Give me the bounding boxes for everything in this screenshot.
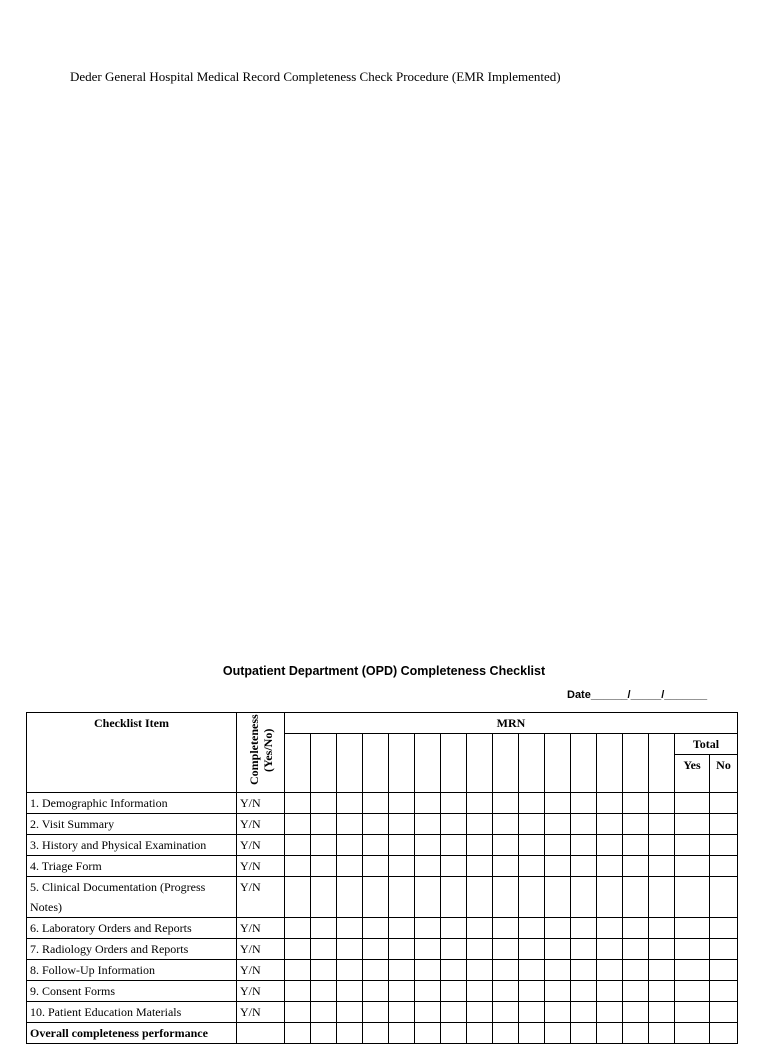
mrn-entry-cell[interactable] xyxy=(597,793,623,814)
overall-cell[interactable] xyxy=(597,1023,623,1044)
mrn-entry-cell[interactable] xyxy=(649,1002,675,1023)
mrn-entry-cell[interactable] xyxy=(519,1002,545,1023)
mrn-entry-cell[interactable] xyxy=(441,814,467,835)
mrn-entry-cell[interactable] xyxy=(649,918,675,939)
mrn-entry-cell[interactable] xyxy=(415,981,441,1002)
checklist-item-label: 4. Triage Form xyxy=(27,856,237,877)
total-yes-cell[interactable] xyxy=(675,793,710,814)
mrn-column-header[interactable] xyxy=(649,734,675,793)
completeness-value: Y/N xyxy=(237,877,285,918)
mrn-column-header[interactable] xyxy=(467,734,493,793)
mrn-entry-cell[interactable] xyxy=(389,939,415,960)
overall-cell[interactable] xyxy=(623,1023,649,1044)
mrn-entry-cell[interactable] xyxy=(623,835,649,856)
completeness-value: Y/N xyxy=(237,856,285,877)
mrn-entry-cell[interactable] xyxy=(571,877,597,918)
total-yes-cell[interactable] xyxy=(675,1002,710,1023)
mrn-entry-cell[interactable] xyxy=(415,835,441,856)
mrn-entry-cell[interactable] xyxy=(363,793,389,814)
header-checklist-item: Checklist Item xyxy=(27,713,237,793)
mrn-entry-cell[interactable] xyxy=(493,1002,519,1023)
mrn-entry-cell[interactable] xyxy=(389,1002,415,1023)
mrn-entry-cell[interactable] xyxy=(623,939,649,960)
mrn-entry-cell[interactable] xyxy=(311,1002,337,1023)
completeness-value: Y/N xyxy=(237,918,285,939)
mrn-entry-cell[interactable] xyxy=(571,981,597,1002)
mrn-entry-cell[interactable] xyxy=(363,918,389,939)
mrn-entry-cell[interactable] xyxy=(571,939,597,960)
mrn-entry-cell[interactable] xyxy=(389,981,415,1002)
mrn-column-header[interactable] xyxy=(337,734,363,793)
mrn-entry-cell[interactable] xyxy=(337,835,363,856)
mrn-entry-cell[interactable] xyxy=(649,814,675,835)
overall-cell[interactable] xyxy=(389,1023,415,1044)
total-no-cell[interactable] xyxy=(710,814,738,835)
mrn-entry-cell[interactable] xyxy=(389,877,415,918)
date-field: Date______/_____/_______ xyxy=(567,689,708,701)
table-row xyxy=(27,1002,738,1023)
mrn-entry-cell[interactable] xyxy=(337,939,363,960)
mrn-column-header[interactable] xyxy=(493,734,519,793)
mrn-entry-cell[interactable] xyxy=(467,939,493,960)
mrn-entry-cell[interactable] xyxy=(519,856,545,877)
total-no-cell[interactable] xyxy=(710,835,738,856)
mrn-entry-cell[interactable] xyxy=(363,1002,389,1023)
mrn-entry-cell[interactable] xyxy=(363,877,389,918)
mrn-entry-cell[interactable] xyxy=(415,856,441,877)
mrn-entry-cell[interactable] xyxy=(285,960,311,981)
mrn-entry-cell[interactable] xyxy=(545,960,571,981)
checklist-item-label: 6. Laboratory Orders and Reports xyxy=(27,918,237,939)
total-no-cell[interactable] xyxy=(710,877,738,918)
overall-cell[interactable] xyxy=(311,1023,337,1044)
mrn-entry-cell[interactable] xyxy=(649,960,675,981)
mrn-entry-cell[interactable] xyxy=(571,1002,597,1023)
mrn-entry-cell[interactable] xyxy=(467,793,493,814)
table-row xyxy=(27,877,738,918)
mrn-entry-cell[interactable] xyxy=(285,835,311,856)
mrn-entry-cell[interactable] xyxy=(337,918,363,939)
completeness-value: Y/N xyxy=(237,960,285,981)
total-yes-cell[interactable] xyxy=(675,877,710,918)
header-completeness xyxy=(237,713,285,793)
total-yes-cell[interactable] xyxy=(675,981,710,1002)
mrn-entry-cell[interactable] xyxy=(545,835,571,856)
mrn-entry-cell[interactable] xyxy=(337,877,363,918)
mrn-entry-cell[interactable] xyxy=(597,1002,623,1023)
mrn-column-header[interactable] xyxy=(571,734,597,793)
checklist-item-label: 10. Patient Education Materials xyxy=(27,1002,237,1023)
total-no-cell[interactable] xyxy=(710,939,738,960)
mrn-entry-cell[interactable] xyxy=(519,835,545,856)
completeness-table xyxy=(26,712,738,1044)
mrn-entry-cell[interactable] xyxy=(545,814,571,835)
mrn-entry-cell[interactable] xyxy=(597,960,623,981)
total-no-cell[interactable] xyxy=(710,856,738,877)
overall-cell[interactable] xyxy=(467,1023,493,1044)
mrn-entry-cell[interactable] xyxy=(493,918,519,939)
mrn-entry-cell[interactable] xyxy=(363,939,389,960)
table-row xyxy=(27,793,738,814)
mrn-entry-cell[interactable] xyxy=(649,877,675,918)
header-total: Total xyxy=(675,734,738,755)
document-header: Deder General Hospital Medical Record Completeness Check Procedure (EMR Implemented) xyxy=(70,69,561,84)
mrn-entry-cell[interactable] xyxy=(623,1002,649,1023)
overall-cell[interactable] xyxy=(237,1023,285,1044)
mrn-entry-cell[interactable] xyxy=(623,981,649,1002)
mrn-entry-cell[interactable] xyxy=(597,918,623,939)
completeness-value: Y/N xyxy=(237,1002,285,1023)
mrn-entry-cell[interactable] xyxy=(415,939,441,960)
overall-cell[interactable] xyxy=(519,1023,545,1044)
checklist-item-label: 1. Demographic Information xyxy=(27,793,237,814)
mrn-column-header[interactable] xyxy=(441,734,467,793)
overall-cell[interactable] xyxy=(441,1023,467,1044)
mrn-entry-cell[interactable] xyxy=(337,960,363,981)
mrn-entry-cell[interactable] xyxy=(311,981,337,1002)
completeness-value: Y/N xyxy=(237,814,285,835)
overall-cell[interactable] xyxy=(675,1023,710,1044)
mrn-entry-cell[interactable] xyxy=(623,814,649,835)
mrn-entry-cell[interactable] xyxy=(285,856,311,877)
table-row xyxy=(27,981,738,1002)
mrn-entry-cell[interactable] xyxy=(415,793,441,814)
mrn-column-header[interactable] xyxy=(519,734,545,793)
mrn-entry-cell[interactable] xyxy=(649,981,675,1002)
mrn-entry-cell[interactable] xyxy=(311,793,337,814)
mrn-entry-cell[interactable] xyxy=(467,918,493,939)
mrn-column-header[interactable] xyxy=(545,734,571,793)
mrn-entry-cell[interactable] xyxy=(441,856,467,877)
checklist-item-label: 2. Visit Summary xyxy=(27,814,237,835)
total-yes-cell[interactable] xyxy=(675,856,710,877)
mrn-entry-cell[interactable] xyxy=(389,918,415,939)
mrn-entry-cell[interactable] xyxy=(363,835,389,856)
total-yes-cell[interactable] xyxy=(675,939,710,960)
completeness-value: Y/N xyxy=(237,835,285,856)
mrn-entry-cell[interactable] xyxy=(545,981,571,1002)
mrn-entry-cell[interactable] xyxy=(623,877,649,918)
mrn-entry-cell[interactable] xyxy=(311,814,337,835)
total-yes-cell[interactable] xyxy=(675,835,710,856)
mrn-entry-cell[interactable] xyxy=(311,939,337,960)
mrn-entry-cell[interactable] xyxy=(623,960,649,981)
mrn-entry-cell[interactable] xyxy=(493,939,519,960)
mrn-entry-cell[interactable] xyxy=(441,981,467,1002)
mrn-entry-cell[interactable] xyxy=(519,939,545,960)
mrn-column-header[interactable] xyxy=(285,734,311,793)
checklist-item-label: 9. Consent Forms xyxy=(27,981,237,1002)
mrn-entry-cell[interactable] xyxy=(649,793,675,814)
mrn-entry-cell[interactable] xyxy=(519,918,545,939)
mrn-entry-cell[interactable] xyxy=(597,835,623,856)
mrn-entry-cell[interactable] xyxy=(493,981,519,1002)
mrn-entry-cell[interactable] xyxy=(363,856,389,877)
overall-label: Overall completeness performance xyxy=(27,1023,237,1044)
mrn-entry-cell[interactable] xyxy=(597,814,623,835)
total-yes-cell[interactable] xyxy=(675,918,710,939)
mrn-entry-cell[interactable] xyxy=(519,960,545,981)
completeness-value: Y/N xyxy=(237,939,285,960)
mrn-entry-cell[interactable] xyxy=(493,960,519,981)
completeness-value: Y/N xyxy=(237,981,285,1002)
mrn-entry-cell[interactable] xyxy=(311,877,337,918)
checklist-item-label: 5. Clinical Documentation (Progress Notes) xyxy=(27,877,237,918)
mrn-entry-cell[interactable] xyxy=(285,939,311,960)
mrn-entry-cell[interactable] xyxy=(467,981,493,1002)
mrn-entry-cell[interactable] xyxy=(623,856,649,877)
mrn-entry-cell[interactable] xyxy=(415,960,441,981)
header-total-yes: Yes xyxy=(675,755,710,793)
mrn-entry-cell[interactable] xyxy=(389,793,415,814)
table-row xyxy=(27,814,738,835)
checklist-item-label: 7. Radiology Orders and Reports xyxy=(27,939,237,960)
mrn-entry-cell[interactable] xyxy=(467,960,493,981)
mrn-column-header[interactable] xyxy=(623,734,649,793)
mrn-entry-cell[interactable] xyxy=(467,835,493,856)
mrn-entry-cell[interactable] xyxy=(623,918,649,939)
mrn-entry-cell[interactable] xyxy=(311,918,337,939)
mrn-entry-cell[interactable] xyxy=(415,814,441,835)
mrn-entry-cell[interactable] xyxy=(493,814,519,835)
overall-cell[interactable] xyxy=(415,1023,441,1044)
mrn-entry-cell[interactable] xyxy=(571,793,597,814)
mrn-entry-cell[interactable] xyxy=(545,939,571,960)
mrn-entry-cell[interactable] xyxy=(441,877,467,918)
header-total-no: No xyxy=(710,755,738,793)
overall-cell[interactable] xyxy=(337,1023,363,1044)
mrn-entry-cell[interactable] xyxy=(441,793,467,814)
mrn-entry-cell[interactable] xyxy=(545,793,571,814)
mrn-entry-cell[interactable] xyxy=(545,877,571,918)
mrn-entry-cell[interactable] xyxy=(571,960,597,981)
table-row xyxy=(27,960,738,981)
mrn-entry-cell[interactable] xyxy=(285,918,311,939)
mrn-entry-cell[interactable] xyxy=(519,981,545,1002)
overall-row xyxy=(27,1023,738,1044)
checklist-item-label: 8. Follow-Up Information xyxy=(27,960,237,981)
mrn-entry-cell[interactable] xyxy=(545,918,571,939)
mrn-entry-cell[interactable] xyxy=(441,918,467,939)
mrn-entry-cell[interactable] xyxy=(337,856,363,877)
mrn-entry-cell[interactable] xyxy=(389,856,415,877)
total-no-cell[interactable] xyxy=(710,981,738,1002)
mrn-entry-cell[interactable] xyxy=(441,960,467,981)
completeness-value: Y/N xyxy=(237,793,285,814)
mrn-entry-cell[interactable] xyxy=(337,981,363,1002)
mrn-entry-cell[interactable] xyxy=(597,981,623,1002)
mrn-entry-cell[interactable] xyxy=(597,939,623,960)
mrn-entry-cell[interactable] xyxy=(493,793,519,814)
mrn-entry-cell[interactable] xyxy=(623,793,649,814)
mrn-entry-cell[interactable] xyxy=(311,835,337,856)
mrn-entry-cell[interactable] xyxy=(389,814,415,835)
mrn-entry-cell[interactable] xyxy=(285,814,311,835)
mrn-entry-cell[interactable] xyxy=(311,856,337,877)
mrn-column-header[interactable] xyxy=(311,734,337,793)
checklist-title: Outpatient Department (OPD) Completeness Checklist xyxy=(222,664,546,678)
mrn-entry-cell[interactable] xyxy=(337,1002,363,1023)
table-row xyxy=(27,856,738,877)
mrn-entry-cell[interactable] xyxy=(545,1002,571,1023)
total-no-cell[interactable] xyxy=(710,918,738,939)
total-no-cell[interactable] xyxy=(710,960,738,981)
total-no-cell[interactable] xyxy=(710,793,738,814)
checklist-item-label: 3. History and Physical Examination xyxy=(27,835,237,856)
overall-cell[interactable] xyxy=(493,1023,519,1044)
mrn-entry-cell[interactable] xyxy=(389,835,415,856)
mrn-entry-cell[interactable] xyxy=(285,793,311,814)
mrn-entry-cell[interactable] xyxy=(545,856,571,877)
mrn-column-header[interactable] xyxy=(363,734,389,793)
mrn-column-header[interactable] xyxy=(415,734,441,793)
mrn-column-header[interactable] xyxy=(389,734,415,793)
mrn-entry-cell[interactable] xyxy=(519,877,545,918)
mrn-entry-cell[interactable] xyxy=(337,793,363,814)
mrn-entry-cell[interactable] xyxy=(285,877,311,918)
mrn-entry-cell[interactable] xyxy=(285,1002,311,1023)
overall-cell[interactable] xyxy=(545,1023,571,1044)
mrn-entry-cell[interactable] xyxy=(649,856,675,877)
mrn-entry-cell[interactable] xyxy=(571,835,597,856)
mrn-entry-cell[interactable] xyxy=(597,856,623,877)
mrn-entry-cell[interactable] xyxy=(649,939,675,960)
mrn-column-header[interactable] xyxy=(597,734,623,793)
overall-cell[interactable] xyxy=(285,1023,311,1044)
mrn-entry-cell[interactable] xyxy=(571,856,597,877)
mrn-entry-cell[interactable] xyxy=(441,1002,467,1023)
header-mrn: MRN xyxy=(285,713,738,734)
mrn-entry-cell[interactable] xyxy=(467,877,493,918)
mrn-entry-cell[interactable] xyxy=(493,856,519,877)
overall-cell[interactable] xyxy=(363,1023,389,1044)
mrn-entry-cell[interactable] xyxy=(571,918,597,939)
mrn-entry-cell[interactable] xyxy=(363,960,389,981)
header-completeness-label: Completeness (Yes/No) xyxy=(246,714,275,786)
table-row xyxy=(27,835,738,856)
mrn-entry-cell[interactable] xyxy=(337,814,363,835)
overall-cell[interactable] xyxy=(571,1023,597,1044)
mrn-entry-cell[interactable] xyxy=(389,960,415,981)
mrn-entry-cell[interactable] xyxy=(467,814,493,835)
overall-cell[interactable] xyxy=(649,1023,675,1044)
mrn-entry-cell[interactable] xyxy=(597,877,623,918)
table-row xyxy=(27,939,738,960)
total-yes-cell[interactable] xyxy=(675,814,710,835)
total-yes-cell[interactable] xyxy=(675,960,710,981)
total-no-cell[interactable] xyxy=(710,1002,738,1023)
mrn-entry-cell[interactable] xyxy=(571,814,597,835)
mrn-entry-cell[interactable] xyxy=(415,918,441,939)
mrn-entry-cell[interactable] xyxy=(285,981,311,1002)
mrn-entry-cell[interactable] xyxy=(415,1002,441,1023)
mrn-entry-cell[interactable] xyxy=(363,814,389,835)
mrn-entry-cell[interactable] xyxy=(363,981,389,1002)
table-row xyxy=(27,918,738,939)
mrn-entry-cell[interactable] xyxy=(493,835,519,856)
mrn-entry-cell[interactable] xyxy=(467,856,493,877)
mrn-entry-cell[interactable] xyxy=(649,835,675,856)
mrn-entry-cell[interactable] xyxy=(441,939,467,960)
mrn-entry-cell[interactable] xyxy=(311,960,337,981)
mrn-entry-cell[interactable] xyxy=(493,877,519,918)
mrn-entry-cell[interactable] xyxy=(415,877,441,918)
overall-cell[interactable] xyxy=(710,1023,738,1044)
mrn-entry-cell[interactable] xyxy=(467,1002,493,1023)
mrn-entry-cell[interactable] xyxy=(519,793,545,814)
mrn-entry-cell[interactable] xyxy=(519,814,545,835)
mrn-entry-cell[interactable] xyxy=(441,835,467,856)
